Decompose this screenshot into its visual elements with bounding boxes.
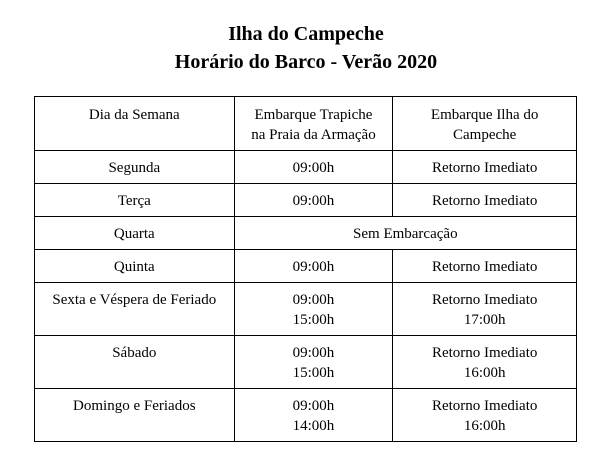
header-ilha <box>393 97 577 151</box>
table-row <box>35 184 577 217</box>
trapiche-time-cell <box>234 151 393 184</box>
table-row <box>35 217 577 250</box>
page-title: Ilha do Campeche <box>228 23 384 45</box>
header-trapiche-line-1: Embarque Trapiche <box>254 107 373 123</box>
table-row <box>35 389 577 442</box>
table-header-row <box>35 97 577 151</box>
table-row <box>35 336 577 389</box>
day-label: Terça <box>117 193 151 209</box>
ilha-time-cell <box>393 250 577 283</box>
header-trapiche-line-2: na Praia da Armação <box>251 127 376 143</box>
day-cell <box>35 250 235 283</box>
trapiche-time: 15:00h <box>292 312 335 328</box>
ilha-time: Retorno Imediato <box>431 292 538 308</box>
trapiche-time: 09:00h <box>292 345 335 361</box>
no-departure-label: Sem Embarcação <box>353 226 458 242</box>
header-ilha-line-1: Embarque Ilha do <box>430 107 539 123</box>
page-subtitle: Horário do Barco - Verão 2020 <box>174 51 438 73</box>
ilha-time-cell <box>393 336 577 389</box>
day-cell <box>35 336 235 389</box>
header-ilha-line-2: Campeche <box>453 127 517 143</box>
trapiche-time-cell <box>234 389 393 442</box>
header-day <box>35 97 235 151</box>
schedule-table <box>34 96 577 442</box>
ilha-time-cell <box>393 184 577 217</box>
trapiche-time: 15:00h <box>292 365 335 381</box>
trapiche-time-cell <box>234 250 393 283</box>
ilha-time: Retorno Imediato <box>431 193 538 209</box>
trapiche-time: 09:00h <box>292 160 335 176</box>
table-row <box>35 151 577 184</box>
ilha-time: 16:00h <box>463 418 506 434</box>
ilha-time: 17:00h <box>463 312 506 328</box>
header-trapiche <box>234 97 393 151</box>
no-departure-cell <box>234 217 576 250</box>
trapiche-time: 09:00h <box>292 292 335 308</box>
trapiche-time: 14:00h <box>292 418 335 434</box>
trapiche-time: 09:00h <box>292 259 335 275</box>
ilha-time: Retorno Imediato <box>431 398 538 414</box>
ilha-time: Retorno Imediato <box>431 160 538 176</box>
schedule-body <box>35 151 577 442</box>
day-cell <box>35 389 235 442</box>
header-day-label: Dia da Semana <box>88 107 180 123</box>
trapiche-time-cell <box>234 184 393 217</box>
day-cell <box>35 283 235 336</box>
trapiche-time: 09:00h <box>292 398 335 414</box>
table-row <box>35 250 577 283</box>
day-label: Sexta e Véspera de Feriado <box>52 292 217 308</box>
header <box>0 20 612 76</box>
ilha-time: 16:00h <box>463 365 506 381</box>
day-cell <box>35 184 235 217</box>
day-cell <box>35 151 235 184</box>
ilha-time: Retorno Imediato <box>431 259 538 275</box>
day-label: Quinta <box>113 259 155 275</box>
ilha-time-cell <box>393 283 577 336</box>
ilha-time-cell <box>393 151 577 184</box>
day-label: Domingo e Feriados <box>73 398 196 414</box>
day-cell <box>35 217 235 250</box>
trapiche-time-cell <box>234 283 393 336</box>
day-label: Quarta <box>113 226 155 242</box>
day-label: Sábado <box>112 345 157 361</box>
table-row <box>35 283 577 336</box>
trapiche-time: 09:00h <box>292 193 335 209</box>
ilha-time: Retorno Imediato <box>431 345 538 361</box>
ilha-time-cell <box>393 389 577 442</box>
day-label: Segunda <box>108 160 161 176</box>
trapiche-time-cell <box>234 336 393 389</box>
